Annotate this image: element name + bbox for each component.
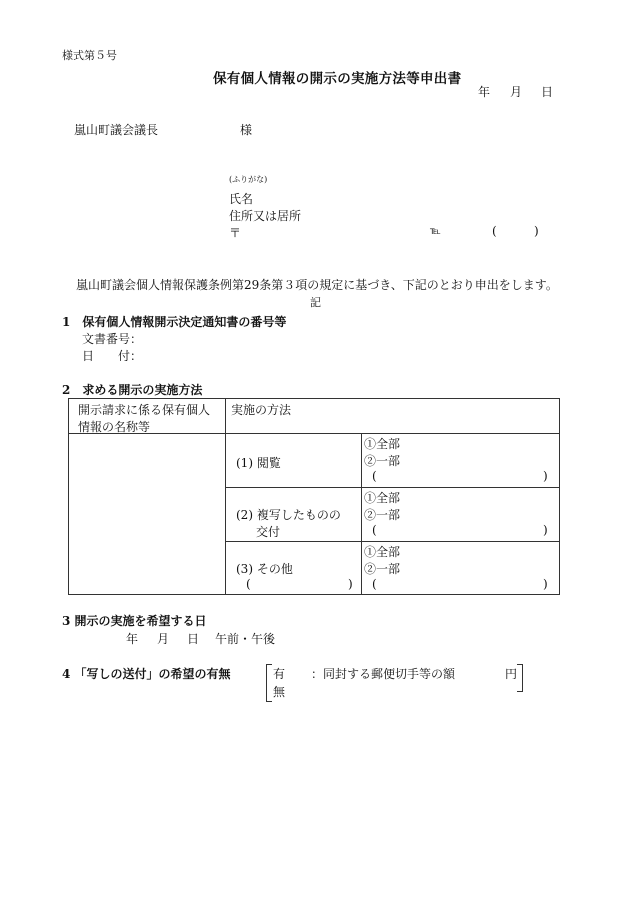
- applicant-name-label: 氏名: [229, 192, 254, 206]
- col1-header-line2: 情報の名称等: [78, 420, 151, 434]
- method-3-label-cell: [226, 542, 362, 595]
- tel-icon: ℡: [430, 226, 441, 237]
- method-3-label-line1: (3) その他: [236, 562, 293, 576]
- option-no[interactable]: 無: [273, 685, 286, 699]
- col2-header: [226, 399, 560, 434]
- intro-text: 嵐山町議会個人情報保護条例第29条第３項の規定に基づき、下記のとおり申出をします。: [76, 278, 558, 292]
- recipient-honorific: 様: [240, 123, 253, 137]
- doc-number-label: 文書番号：: [82, 332, 143, 346]
- method-3-opt-paren-open: (: [372, 577, 377, 591]
- yen-label: 円: [505, 667, 518, 681]
- method-1-options[interactable]: [362, 434, 560, 488]
- method-2-label-cell: [226, 488, 362, 542]
- option-yes[interactable]: 有: [273, 667, 286, 681]
- method-2-opt-part[interactable]: ②一部: [364, 508, 401, 522]
- method-3-paren-open: (: [246, 577, 251, 591]
- method-table-header-row: [69, 399, 560, 434]
- applicant-address-label: 住所又は居所: [229, 209, 302, 223]
- form-number: 様式第５号: [62, 49, 117, 62]
- col1-header: [69, 399, 226, 434]
- date-year-label: 年: [478, 85, 491, 99]
- method-1-label-cell: [226, 434, 362, 488]
- method-1-opt-part[interactable]: ②一部: [364, 454, 401, 468]
- date-label: 日 付：: [82, 349, 143, 363]
- method-3-options[interactable]: [362, 542, 560, 595]
- method-1-opt-all[interactable]: ①全部: [364, 437, 401, 451]
- postal-mark: 〒: [229, 226, 242, 240]
- method-1-label: (1) 閲覧: [236, 456, 281, 470]
- date-day-label: 日: [541, 85, 554, 99]
- method-2-paren-close: ): [543, 523, 548, 537]
- recipient-name: 嵐山町議会議長: [74, 123, 159, 137]
- method-1-paren-close: ): [543, 469, 548, 483]
- method-1-paren-open: (: [372, 469, 377, 483]
- right-bracket: [517, 664, 523, 692]
- stamp-amount-label: ：同封する郵便切手等の額: [311, 667, 456, 681]
- method-table: [68, 398, 560, 595]
- col1-header-line1: 開示請求に係る保有個人: [78, 403, 211, 417]
- section3-month: 月: [157, 632, 170, 646]
- section2-heading: 2 求める開示の実施方法: [62, 383, 203, 397]
- method-3-opt-paren-close: ): [543, 577, 548, 591]
- method-3-opt-part[interactable]: ②一部: [364, 562, 401, 576]
- furigana-label: (ふりがな): [229, 175, 268, 184]
- method-2-opt-all[interactable]: ①全部: [364, 491, 401, 505]
- method-2-label-line2: 交付: [256, 525, 281, 539]
- section3-ampm[interactable]: 午前・午後: [215, 632, 276, 646]
- method-row-1: [69, 434, 560, 488]
- tel-paren-close: ): [534, 224, 539, 238]
- method-2-options[interactable]: [362, 488, 560, 542]
- method-3-paren-close: ): [348, 577, 353, 591]
- method-2-paren-open: (: [372, 523, 377, 537]
- section4-heading: 4 「写しの送付」の希望の有無: [62, 667, 231, 681]
- date-month-label: 月: [510, 85, 523, 99]
- method-2-label-line1: (2) 複写したものの: [236, 508, 341, 522]
- col2-header-label: 実施の方法: [231, 403, 292, 417]
- info-name-cell[interactable]: [69, 434, 226, 595]
- section1-heading: 1 保有個人情報開示決定通知書の番号等: [62, 315, 287, 329]
- tel-paren-open: (: [492, 224, 497, 238]
- method-3-opt-all[interactable]: ①全部: [364, 545, 401, 559]
- ki-mark: 記: [310, 296, 321, 309]
- section3-heading: 3 開示の実施を希望する日: [62, 614, 207, 628]
- section3-year: 年: [126, 632, 139, 646]
- page-title: 保有個人情報の開示の実施方法等申出書: [213, 71, 462, 87]
- section3-day: 日: [187, 632, 200, 646]
- left-bracket: [266, 664, 272, 702]
